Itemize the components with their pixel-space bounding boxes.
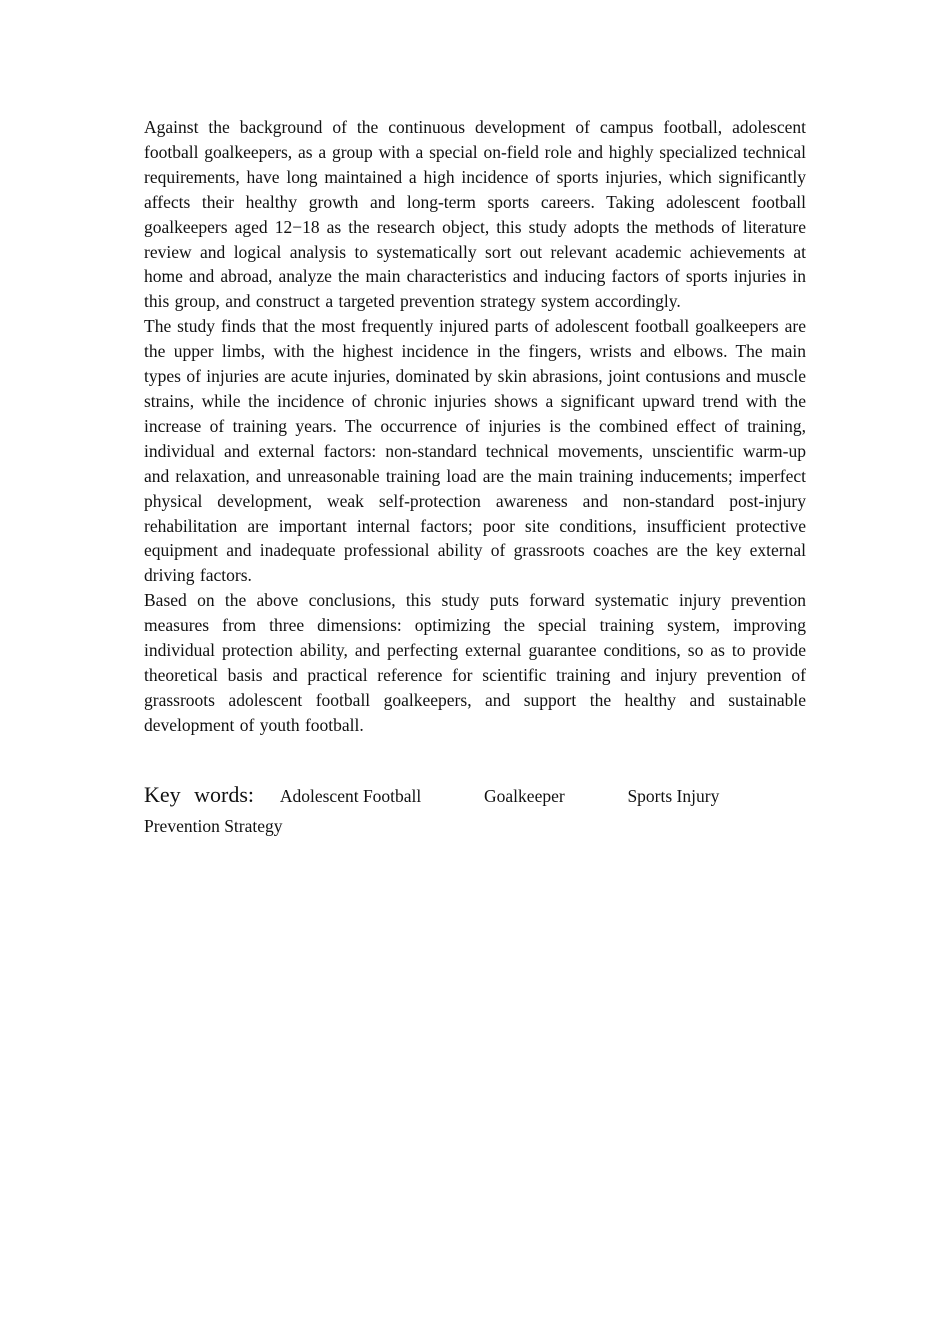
- keyword-term: Sports Injury: [627, 785, 720, 806]
- keyword-term: Adolescent Football: [279, 785, 422, 806]
- abstract-paragraph-1: Against the background of the continuous development of campus football, adolescent football goalkeepers, as a group with a special on-field role and highly specialized technical requirements, have long maintained a high incidence of sports injuries, which significantly affects their healthy growth and long-term sports careers. Taking adolescent football goalkeepers aged 12−18 as the research object, this study adopts the methods of literature review and logical analysis to systematically sort out relevant academic achievements at home and abroad, analyze the main characteristics and inducing factors of sports injuries in this group, and construct a targeted prevention strategy system accordingly.: [144, 117, 806, 312]
- keyword-term: Goalkeeper: [484, 785, 565, 806]
- keywords-label: Key words:: [144, 781, 255, 807]
- abstract-paragraph-3: Based on the above conclusions, this study puts forward systematic injury prevention measures from three dimensions: optimizing the special training system, improving individual protection ability, and perfecting external guarantee conditions, so as to provide theoretical basis and practical reference for scientific training and injury prevention of grassroots adolescent football goalkeepers, and support the healthy and sustainable development of youth football.: [144, 590, 806, 735]
- document-page: [144, 115, 806, 838]
- abstract-section: [144, 115, 806, 738]
- keywords-section: [144, 777, 806, 838]
- abstract-paragraph-2: The study finds that the most frequently injured parts of adolescent football goalkeepers are the upper limbs, with the highest incidence in the fingers, wrists and elbows. The main types of injuries are acute injuries, dominated by skin abrasions, joint contusions and muscle strains, while the incidence of chronic injuries shows a significant upward trend with the increase of training years. The occurrence of injuries is the combined effect of training, individual and external factors: non-standard technical movements, unscientific warm-up and relaxation, and unreasonable training load are the main training inducements; imperfect physical development, weak self-protection awareness and non-standard post-injury rehabilitation are important internal factors; poor site conditions, insufficient protective equipment and inadequate professional ability of grassroots coaches are the key external driving factors.: [144, 316, 806, 586]
- keyword-term: Prevention Strategy: [144, 815, 283, 836]
